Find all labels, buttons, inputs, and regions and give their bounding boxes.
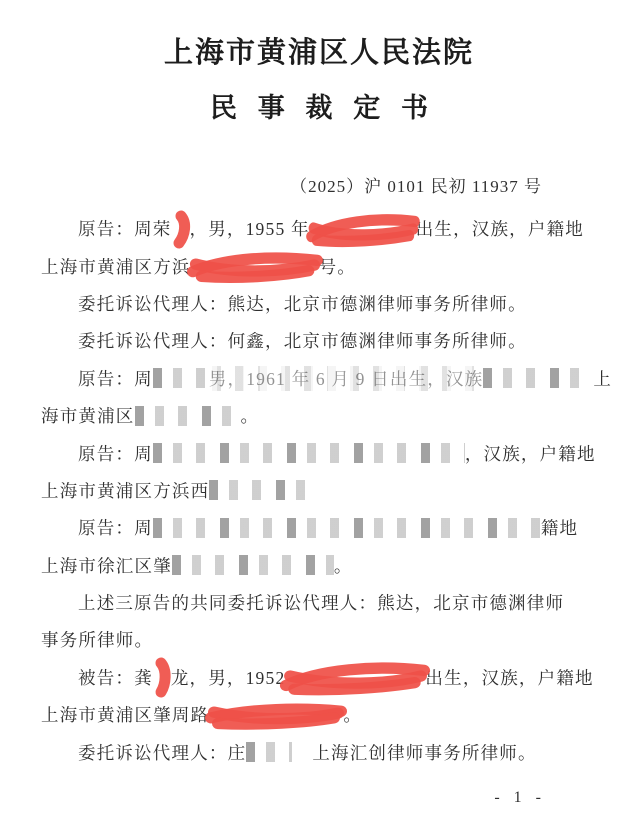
pixelated-redaction [209,480,319,500]
red-scribble-redaction [188,250,322,282]
text-run: 。 [343,705,363,726]
text-run: 原告：周 [78,443,153,464]
case-number: （2025）沪 0101 民初 11937 号 [290,177,542,196]
text-run: 原告：周荣 [78,219,172,240]
pixelated-redaction [153,518,541,538]
text-run: 上海汇创律师事务所律师。 [312,742,537,763]
text-run: 事务所律师。 [41,630,154,651]
pixelated-redaction [153,368,209,388]
agent-1-line [41,285,597,322]
text-run: 出生，汉族，户籍地 [425,667,594,688]
pixelated-redaction [246,742,292,762]
text-run: 委托诉讼代理人：何鑫，北京市德渊律师事务所律师。 [78,331,527,352]
pixelated-redaction [153,443,465,463]
defendant-line-2 [41,696,597,733]
plaintiff-4-line-1 [41,509,597,546]
text-run: 上 [593,368,613,389]
red-scribble-redaction [282,661,428,693]
pixelated-ghost-text: 男，1961 年 6 月 9 日出生，汉族 [209,366,484,391]
plaintiff-3-line-1 [41,434,597,471]
joint-agent-line-1 [41,584,597,621]
text-run: 原告：周 [78,368,153,389]
text-run: 上海市黄浦区肇周路 [41,705,210,726]
text-run: ，汉族，户籍地 [464,443,596,464]
red-scribble-redaction [206,699,346,731]
plaintiff-1-line-2 [41,247,597,284]
defendant-agent-line [41,733,597,770]
court-name: 上海市黄浦区人民法院 [163,37,474,69]
red-blob-redaction [172,212,190,246]
plaintiff-2-line-2 [41,397,597,434]
text-run: ，男，1955 年 [189,219,310,240]
pixelated-redaction [172,555,334,575]
text-run: 被告：龚 [78,667,153,688]
pixelated-redaction [135,406,241,426]
agent-2-line [41,322,597,359]
text-run: 海市黄浦区 [41,406,135,427]
text-run: 原告：周 [78,518,153,539]
text-run: 号。 [318,256,357,277]
red-scribble-redaction [307,213,419,245]
defendant-line-1 [41,659,597,696]
red-blob-redaction [153,660,171,694]
pixelated-redaction [483,368,593,388]
plaintiff-3-line-2 [41,472,597,509]
text-run: 。 [240,406,260,427]
plaintiff-1-line-1 [41,210,597,247]
text-run: 上海市徐汇区肇 [41,555,172,576]
text-run: 。 [333,555,353,576]
text-run: 龙，男，1952 [170,667,286,688]
text-run: 上述三原告的共同委托诉讼代理人：熊达，北京市德渊律师 [78,593,565,614]
document-title: 民 事 裁 定 书 [210,93,435,123]
page-number: - 1 - [494,789,546,806]
text-run: 出生，汉族，户籍地 [415,219,584,240]
text-run: 委托诉讼代理人：熊达，北京市德渊律师事务所律师。 [78,293,527,314]
plaintiff-4-line-2 [41,547,597,584]
plaintiff-2-line-1 [41,360,613,397]
text-run: 委托诉讼代理人：庄 [78,742,247,763]
text-run: 上海市黄浦区方浜 [41,256,191,277]
text-run: 上海市黄浦区方浜西 [41,480,210,501]
text-run: 籍地 [540,518,579,539]
document-body [0,210,638,771]
joint-agent-line-2 [41,621,597,658]
